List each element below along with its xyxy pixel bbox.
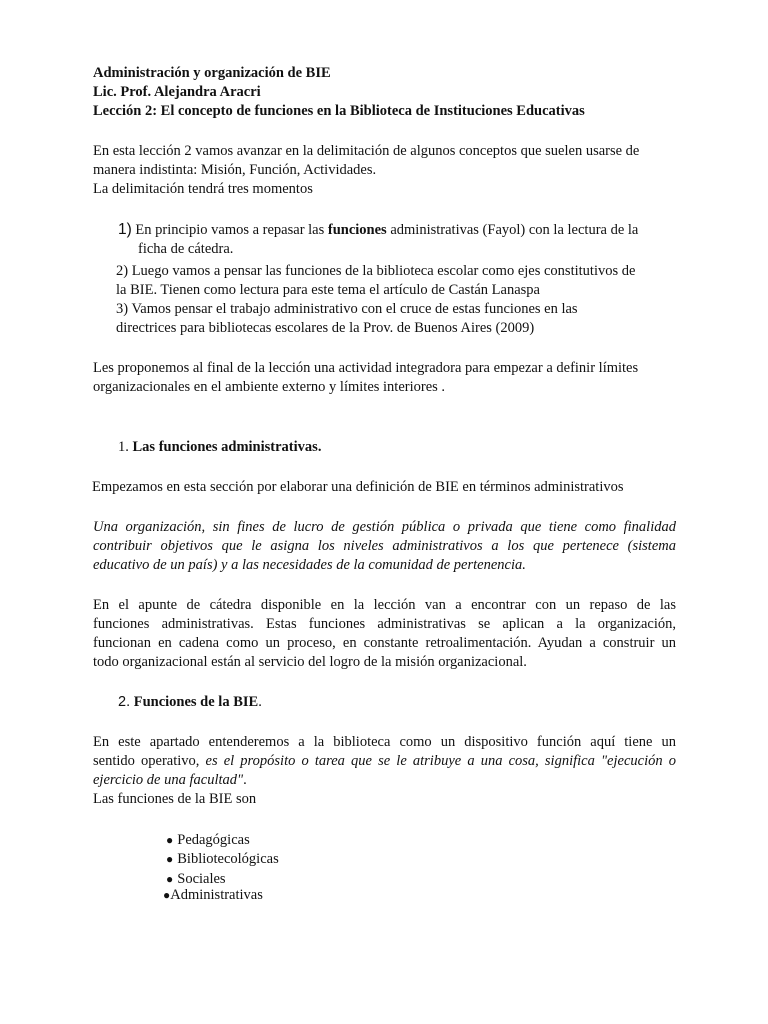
- moment-number: 1): [118, 221, 132, 238]
- bullet-icon: ●: [163, 888, 171, 902]
- section-1-intro: Empezamos en esta sección por elaborar una definición de BIE en términos administrativos: [92, 479, 624, 495]
- course-title: Administración y organización de BIE: [93, 65, 331, 81]
- body-text-italic: es el propósito o tarea que se le atribuye a una cosa, significa "ejecución o: [205, 753, 676, 769]
- body-line: En el apunte de cátedra disponible en la lección van a encontrar con un repaso de las: [93, 597, 676, 613]
- bie-definition: [93, 518, 676, 575]
- body-line: [93, 752, 676, 771]
- body-text: .: [243, 772, 247, 788]
- body-line: [93, 771, 676, 790]
- proposal-paragraph: [93, 359, 638, 397]
- section-title-period: .: [258, 694, 262, 710]
- moment-text: ficha de cátedra.: [138, 241, 234, 257]
- definition-line: educativo de un país) y a las necesidades de la comunidad de pertenencia.: [93, 557, 526, 573]
- intro-paragraph: [93, 142, 639, 199]
- moment-text: la BIE. Tienen como lectura para este tema el artículo de Castán Lanaspa: [116, 282, 540, 298]
- bullet-icon: ●: [166, 852, 174, 866]
- moment-text: En principio vamos a repasar las: [135, 222, 325, 238]
- section-2-heading: [118, 693, 262, 712]
- moment-keyword: funciones: [327, 222, 387, 238]
- moment-text: directrices para bibliotecas escolares de la Prov. de Buenos Aires (2009): [116, 320, 535, 336]
- section-1-heading: [118, 438, 321, 457]
- body-line: Las funciones de la BIE son: [93, 791, 257, 807]
- lesson-title: Lección 2: El concepto de funciones en la Biblioteca de Instituciones Educativas: [93, 103, 585, 119]
- section-title-period: .: [317, 439, 322, 455]
- body-line: funcionan en cadena como un proceso, en constante retroalimentación. Ayudan a construir un: [93, 635, 676, 651]
- moment-text: 3) Vamos pensar el trabajo administrativo con el cruce de estas funciones en las: [116, 301, 578, 317]
- proposal-line: organizacionales en el ambiente externo y límites interiores .: [93, 379, 446, 395]
- list-item: [166, 850, 279, 869]
- body-line: funciones administrativas. Estas funciones administrativas se aplican a la organización,: [93, 616, 676, 632]
- section-1-body: [93, 596, 676, 672]
- bullet-icon: ●: [166, 872, 174, 886]
- definition-line: Una organización, sin fines de lucro de gestión pública o privada que tiene como finalidad: [93, 519, 676, 535]
- section-title: Las funciones administrativas: [132, 439, 318, 455]
- intro-line: En esta lección 2 vamos avanzar en la delimitación de algunos conceptos que suelen usarse de: [93, 143, 640, 159]
- list-item: [166, 831, 279, 850]
- list-item-label: Sociales: [177, 871, 226, 887]
- body-line: todo organizacional están al servicio del logro de la misión organizacional.: [93, 654, 527, 670]
- functions-list: [163, 831, 279, 905]
- intro-line: La delimitación tendrá tres momentos: [93, 181, 313, 197]
- list-item-label: Bibliotecológicas: [177, 851, 279, 867]
- bullet-icon: ●: [166, 833, 174, 847]
- list-item-label: Pedagógicas: [177, 832, 250, 848]
- moment-2: [116, 262, 635, 300]
- moment-1: [118, 220, 638, 259]
- author-name: Lic. Prof. Alejandra Aracri: [93, 84, 261, 100]
- list-item: [163, 886, 279, 905]
- moment-3: [116, 300, 578, 338]
- document-header: [93, 64, 585, 121]
- proposal-line: Les proponemos al final de la lección una actividad integradora para empezar a definir límites: [93, 360, 639, 376]
- section-title: Funciones de la BIE: [133, 694, 259, 710]
- section-number: 1.: [118, 439, 129, 455]
- definition-line: contribuir objetivos que le asigna los niveles administrativos a los que pertenece (sistema: [93, 538, 676, 554]
- body-text: sentido operativo,: [93, 753, 200, 769]
- body-text-italic: ejercicio de una facultad": [93, 772, 244, 788]
- section-number: 2.: [118, 694, 131, 710]
- list-item-label: Administrativas: [170, 887, 263, 903]
- intro-line: manera indistinta: Misión, Función, Actividades.: [93, 162, 377, 178]
- moment-text: 2) Luego vamos a pensar las funciones de la biblioteca escolar como ejes constitutivos de: [116, 263, 636, 279]
- moment-text: administrativas (Fayol) con la lectura de la: [390, 222, 639, 238]
- body-line: En este apartado entenderemos a la biblioteca como un dispositivo función aquí tiene un: [93, 734, 676, 750]
- section-2-body: [93, 733, 676, 809]
